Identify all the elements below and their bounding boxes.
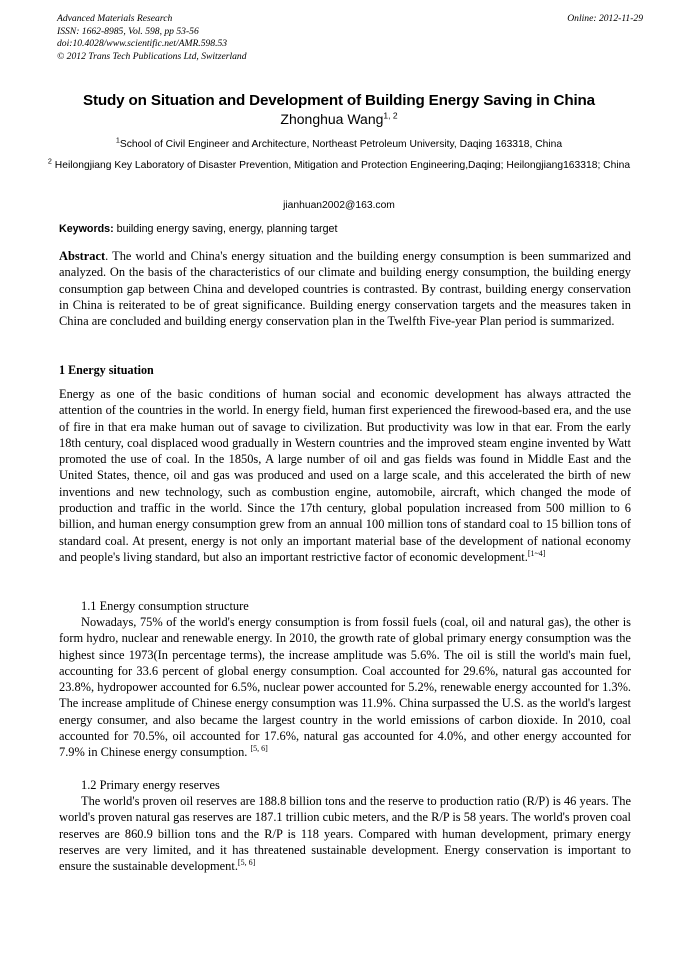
keywords-label: Keywords:: [59, 223, 114, 235]
affiliation-1-marker: 1: [115, 135, 120, 145]
subsection-1-2-paragraph: [59, 793, 631, 874]
journal-issn: ISSN: 1662-8985, Vol. 598, pp 53-56: [57, 25, 199, 37]
author-name: Zhonghua Wang: [280, 111, 384, 127]
page-title: Study on Situation and Development of Building Energy Saving in China: [83, 92, 595, 110]
affiliation-2-text: Heilongjiang Key Laboratory of Disaster Prevention, Mitigation and Protection Engineering,Daqing; Heilongjiang163318; China: [54, 160, 631, 172]
subsection-1-1-heading: 1.1 Energy consumption structure: [81, 599, 249, 613]
affiliation-block: [26, 135, 652, 181]
section-1-paragraph: [59, 386, 631, 565]
journal-copyright: © 2012 Trans Tech Publications Ltd, Switzerland: [57, 50, 247, 62]
affiliation-1: [26, 135, 652, 152]
section-1-heading: 1 Energy situation: [59, 363, 154, 377]
subsection-1-1-paragraph: [59, 614, 631, 761]
journal-name: Advanced Materials Research: [57, 13, 173, 24]
section-1-paragraph-text: Energy as one of the basic conditions of human social and economic development has always attracted the attention of the countries in the world. In energy field, human first experienced the firewood-based era, and the use of fire in that era make human out of savage to civilization. But productivity was low in that ear. From the early 18th century, coal displaced wood gradually in Western countries and the improved steam engine invented by Watt promoted the use of coal. In the 1850s, A large number of oil and gas fields was found in Middle East and the United States, thence, oil and gas was produced and used on a large scale, and this accelerated the birth of new inventions and new technology, such as combustion engine, automobile, aircraft, which changed the mode of production and traffic in the world. Since the 17th century, global population increased from 500 million to 6 billion, and human energy consumption grew from an annual 100 million tons of standard coal to 15 billion tons of standard coal. At present, energy is not only an important material base of the development of national economy and people's living standard, but also an important restrictive factor of economic development.: [59, 387, 631, 564]
subsection-1-2-heading: 1.2 Primary energy reserves: [81, 778, 220, 792]
journal-doi: doi:10.4028/www.scientific.net/AMR.598.53: [57, 38, 228, 50]
abstract-block: [59, 248, 631, 329]
affiliation-1-text: School of Civil Engineer and Architecture, Northeast Petroleum University, Daqing 163318, China: [119, 139, 563, 150]
subsection-1-2-paragraph-text: The world's proven oil reserves are 188.8 billion tons and the reserve to production ratio (R/P) is 46 years. The world's proven natural gas reserves are 187.1 trillion cubic meters, and the R/P is 58 years. The world's proven coal reserves are 860.9 billion tons and the R/P is 118 years. Compared with human development, primary energy reserves are very limited, and it has threatened sustainable development. Energy conservation is important to ensure the sustainable development.: [59, 794, 631, 874]
online-date: Online: 2012-11-29: [567, 13, 643, 24]
keywords-value: building energy saving, energy, planning target: [116, 223, 338, 235]
abstract-text: . The world and China's energy situation and the building energy consumption is been summarized and analyzed. On the basis of the characteristics of our climate and building energy consumption, the building energy consumption gap between China and developed countries is contrasted. By contrast, building energy conservation in China is reiterated to be of great significance. Building energy conservation targets and the measures taken in China are concluded and building energy conservation plan in the Twelfth Five-year Plan period is summarized.: [59, 249, 631, 329]
affiliation-2: [26, 156, 652, 173]
affiliation-2-marker: 2: [47, 156, 52, 166]
citation-5-6-b[interactable]: [5, 6]: [237, 858, 256, 868]
citation-5-6-a[interactable]: [5, 6]: [250, 744, 268, 754]
author-line: [40, 110, 638, 128]
subsection-1-1-paragraph-text: Nowadays, 75% of the world's energy consumption is from fossil fuels (coal, oil and natural gas), the other is form hydro, nuclear and renewable energy. In 2010, the growth rate of global primary energy consumption was the highest since 1973(In percentage terms), the increase amplitude was 5.6%. The oil is still the world's main fuel, accounting for 33.6 percent of global energy consumption. Coal accounted for 29.6%, natural gas accounted for 23.8%, hydropower accounted for 6.5%, nuclear power accounted for 5.2%, renewable energy accounted for 1.3%. The increase amplitude of Chinese energy consumption was 11.9%. China surpassed the U.S. as the world's largest energy consumer, and also became the largest country in the world emissions of carbon dioxide. In 2010, coal accounted for 70.5%, oil accounted for 17.6%, natural gas accounted for 4.0%, and other energy accounted for 7.9% in Chinese energy consumption.: [59, 615, 631, 760]
citation-1-4[interactable]: [1~4]: [527, 548, 546, 558]
journal-masthead: [57, 13, 645, 63]
masthead-left-block: [57, 13, 247, 63]
author-affiliation-marker: 1, 2: [383, 110, 398, 121]
author-email[interactable]: jianhuan2002@163.com: [283, 200, 395, 211]
abstract-label: Abstract: [59, 249, 106, 263]
keywords-line: [59, 222, 631, 237]
